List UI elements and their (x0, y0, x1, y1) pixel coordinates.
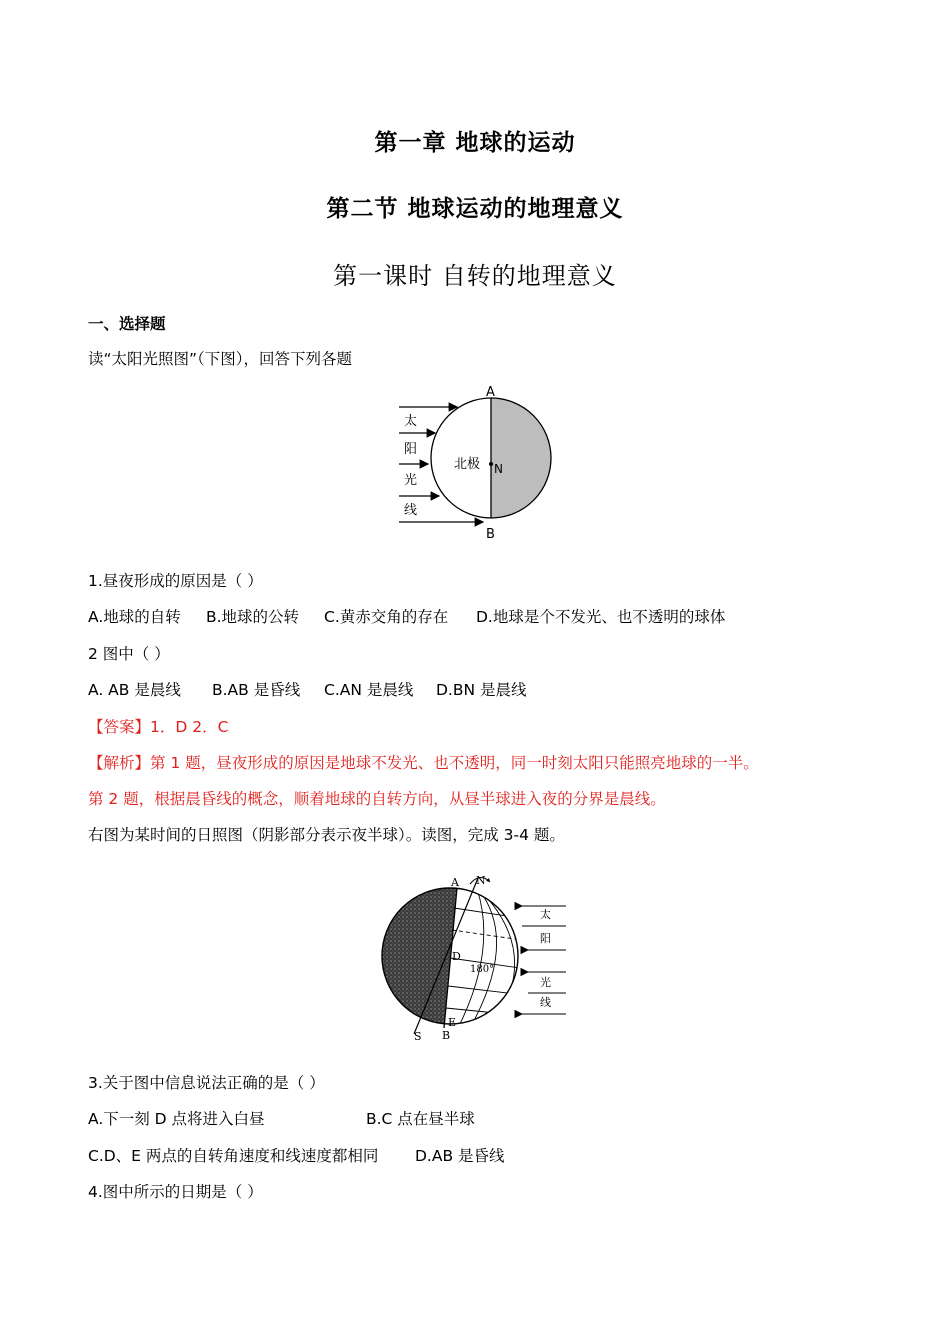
q1-option-d: D.地球是个不发光、也不透明的球体 (476, 608, 726, 626)
night-half (491, 398, 551, 518)
label-d: D (452, 950, 461, 963)
label-b: B (442, 1029, 451, 1042)
parallel-dashed (452, 930, 522, 940)
sunlight-diagram-1 (395, 385, 560, 545)
q2-stem: 2 图中（ ） (88, 645, 170, 663)
label-b: B (486, 527, 495, 542)
meridian (458, 886, 484, 1028)
q3-options-row2 (88, 1145, 505, 1167)
label-s: S (414, 1030, 422, 1043)
sun-char: 太 (540, 908, 551, 921)
parallel (448, 986, 516, 994)
q2-option-c: C.AN 是晨线 (324, 681, 414, 699)
rotation-arrowhead-icon (486, 878, 490, 882)
q2-option-a: A. AB 是晨线 (88, 681, 181, 699)
answer-tag: 【答案】 (88, 718, 151, 736)
sun-char: 太 (404, 414, 418, 429)
q1-option-a: A.地球的自转 (88, 608, 181, 626)
sun-char: 光 (404, 473, 418, 488)
q4-stem: 4.图中所示的日期是（ ） (88, 1183, 263, 1201)
analysis-tag: 【解析】 (88, 754, 151, 772)
meridian (470, 886, 497, 1028)
label-n: N (476, 874, 486, 887)
label-e: E (448, 1016, 457, 1029)
label-180: 180° (470, 964, 495, 975)
intro-figure2: 右图为某时间的日照图（阴影部分表示夜半球）。读图，完成 3-4 题。 (88, 826, 565, 844)
sun-char: 线 (404, 503, 418, 518)
q3-options-row1 (88, 1108, 475, 1130)
q1-option-b: B.地球的公转 (206, 608, 300, 626)
sun-char: 光 (540, 976, 551, 989)
sun-char: 阳 (404, 442, 418, 457)
q2-option-b: B.AB 是昏线 (212, 681, 301, 699)
q3-stem: 3.关于图中信息说法正确的是（ ） (88, 1074, 325, 1092)
q1-stem: 1.昼夜形成的原因是（ ） (88, 572, 263, 590)
q2-option-d: D.BN 是晨线 (436, 681, 527, 699)
intro-figure1: 读“太阳光照图”（下图），回答下列各题 (88, 350, 353, 368)
parallel (446, 1008, 506, 1014)
section-title: 第二节 地球运动的地理意义 (326, 196, 624, 222)
night-half (370, 878, 457, 1028)
q3-option-d: D.AB 是昏线 (415, 1147, 505, 1165)
q2-options (88, 679, 527, 701)
q1-option-c: C.黄赤交角的存在 (324, 608, 449, 626)
lesson-title: 第一课时 自转的地理意义 (333, 262, 617, 290)
sunlight-diagram-2 (370, 868, 580, 1048)
analysis-line-1 (88, 752, 759, 774)
q1-options (88, 606, 725, 628)
analysis-text-1: 第 1 题，昼夜形成的原因是地球不发光、也不透明，同一时刻太阳只能照亮地球的一半。 (150, 754, 759, 772)
chapter-title: 第一章 地球的运动 (374, 130, 576, 156)
label-n: N (494, 462, 503, 476)
section-heading: 一、选择题 (88, 315, 166, 333)
analysis-line-2: 第 2 题，根据晨昏线的概念，顺着地球的自转方向，从昼半球进入夜的分界是晨线。 (88, 790, 666, 808)
q3-option-a: A.下一刻 D 点将进入白昼 (88, 1110, 265, 1128)
label-a: A (451, 876, 459, 889)
sun-char: 阳 (540, 932, 551, 945)
north-pole-dot (489, 462, 493, 466)
label-north-pole: 北极 (454, 457, 481, 472)
answer-text: 1．D 2．C (150, 718, 229, 736)
answer-line (88, 716, 228, 738)
sun-char: 线 (540, 996, 551, 1009)
q3-option-c: C.D、E 两点的自转角速度和线速度都相同 (88, 1147, 379, 1165)
q3-option-b: B.C 点在昼半球 (366, 1110, 475, 1128)
label-a: A (486, 385, 495, 400)
